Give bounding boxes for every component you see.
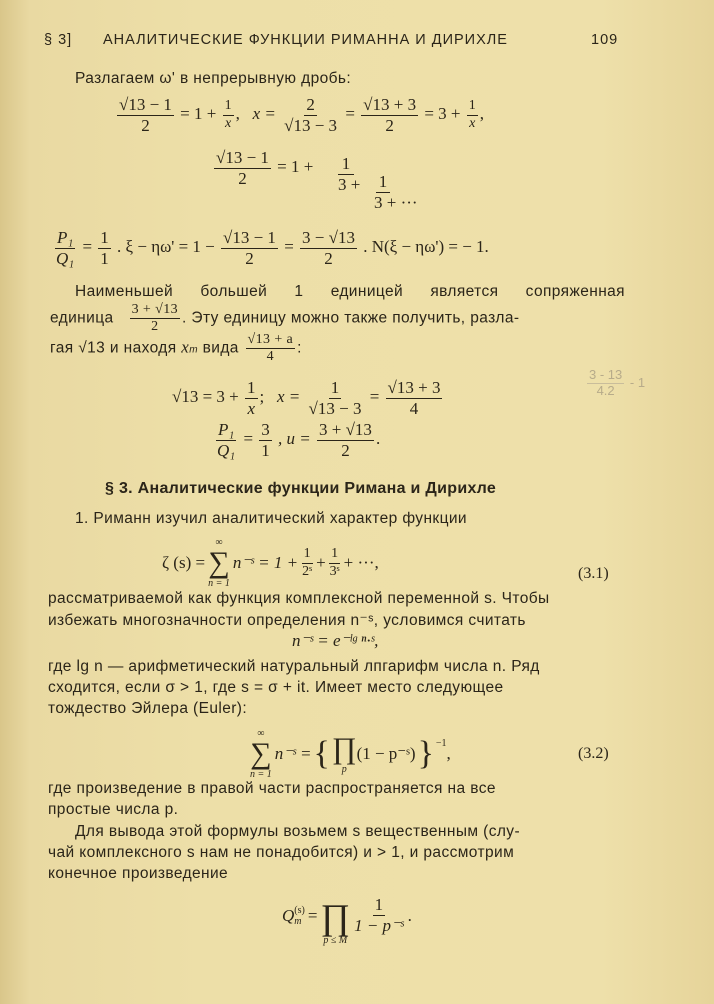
- superscript: (s): [294, 904, 305, 916]
- fraction-numerator: √13 + 3: [363, 95, 417, 114]
- equation-norm: [52, 228, 489, 268]
- fraction-numerator: P₁: [56, 228, 74, 247]
- fraction-numerator: 1: [247, 378, 256, 397]
- eq-text: . N(ξ − ηω') = − 1.: [363, 236, 489, 256]
- fraction-numerator: 1: [330, 378, 340, 397]
- text: гая √13 и находя: [50, 339, 177, 357]
- word: 1: [294, 283, 304, 300]
- right-brace-icon: }: [417, 735, 434, 772]
- sum-lower: n = 1: [208, 578, 230, 589]
- eq-text: ζ (s) =: [162, 553, 206, 572]
- fraction-numerator: 2: [306, 95, 315, 114]
- fraction-denominator: 2: [151, 319, 159, 335]
- paragraph-line: где произведение в правой части распространяется на все: [48, 780, 496, 797]
- fraction-denominator: 4.2: [596, 382, 615, 398]
- sum-operator: [208, 537, 230, 589]
- fraction-denominator: 3ˢ: [329, 563, 340, 579]
- product-lower: p: [341, 763, 347, 775]
- eq-text: = 1 +: [277, 156, 314, 176]
- eq-text: =: [284, 236, 294, 256]
- eq-text: +: [316, 553, 326, 572]
- fraction-numerator: 1: [376, 172, 390, 193]
- product-operator: [320, 899, 350, 946]
- eq-text: ,: [479, 103, 485, 123]
- fraction-numerator: 1: [223, 98, 234, 115]
- fraction-numerator: 1: [338, 154, 354, 175]
- paragraph-line: где lg n — арифметический натуральный лпгарифм числа n. Ряд: [48, 658, 540, 675]
- product-lower: p ≤ M: [323, 935, 348, 946]
- equation-number: (3.2): [578, 745, 609, 762]
- eq-text: = 3 +: [424, 103, 461, 123]
- eq-text: n⁻ˢ =: [274, 744, 312, 763]
- running-title: АНАЛИТИЧЕСКИЕ ФУНКЦИИ РИМАННА И ДИРИХЛЕ: [103, 32, 508, 48]
- fraction-denominator: 2: [245, 248, 254, 268]
- word: большей: [200, 283, 268, 300]
- eq-text: = 1 +: [180, 103, 217, 123]
- text: вида: [202, 339, 239, 357]
- fraction-denominator: x: [225, 115, 232, 131]
- equation-3-1: [162, 537, 379, 589]
- sum-lower: n = 1: [250, 769, 272, 780]
- fraction-numerator: 3 + √13: [319, 420, 372, 439]
- paragraph-line: избежать многозначности определения n⁻ˢ, условимся считать: [48, 612, 526, 629]
- paragraph-line: 1. Риманн изучил аналитический характер функции: [75, 510, 467, 527]
- product-icon: ∏: [331, 731, 357, 765]
- eq-text: =: [307, 905, 318, 925]
- fraction-denominator: 2ˢ: [302, 563, 313, 579]
- eq-text: ;: [259, 386, 265, 406]
- formula-n-s: n⁻ˢ = e⁻ˡᵍ ⁿ·ˢ,: [292, 631, 379, 650]
- fraction-denominator: x: [469, 115, 476, 131]
- word: единицей: [330, 283, 404, 300]
- eq-text: , u =: [278, 428, 311, 448]
- section-heading: § 3. Аналитические функции Римана и Дирихле: [105, 480, 497, 497]
- eq-text: =: [345, 103, 355, 123]
- equation-sqrt13: [172, 378, 444, 418]
- fraction-numerator: 1: [467, 98, 478, 115]
- math-subscript: m: [189, 344, 198, 356]
- fraction-numerator: 3 − √13: [302, 228, 355, 247]
- sum-upper: ∞: [257, 728, 265, 739]
- paragraph-line: простые числа p.: [48, 801, 179, 818]
- sigma-icon: ∑: [208, 546, 230, 579]
- word: сопряженная: [525, 283, 625, 300]
- exponent: −1: [435, 738, 447, 749]
- fraction-denominator: 2: [385, 115, 394, 135]
- fraction-denominator: 3 +: [338, 174, 361, 194]
- eq-text: .: [407, 905, 412, 925]
- left-brace-icon: {: [313, 735, 330, 772]
- text: . Эту единицу можно также получить, разла-: [182, 309, 520, 327]
- fraction-denominator: 4: [409, 398, 419, 418]
- continued-fraction-tail: [338, 154, 418, 212]
- equation-3-2: [250, 728, 451, 780]
- equation-finite-product: [282, 885, 412, 946]
- equation-continued-fraction-1: $\frac{√13 - 1}{2}$ = 1 + $\frac{1}{x}$ , x = $\frac{2}{√13 - 3}$ = $\frac{√13 + 3}{2}$ = 3 + $\frac{1}{x}$ ,: [119, 95, 485, 135]
- equation-continued-fraction-2: [212, 148, 313, 188]
- eq-text: n⁻ˢ = 1 +: [232, 553, 299, 572]
- eq-text: + ···,: [343, 553, 379, 572]
- fraction-denominator: 4: [266, 349, 275, 365]
- fraction-denominator: 1 − p⁻ˢ: [354, 916, 404, 935]
- fraction-denominator: √13 − 3: [284, 115, 338, 135]
- fraction-denominator: √13 − 3: [308, 398, 362, 418]
- fraction-numerator: 3: [261, 420, 270, 439]
- fraction-numerator: 3 - 13: [589, 367, 623, 382]
- fraction-numerator: √13 − 1: [223, 228, 276, 247]
- fraction-numerator: √13 − 1: [216, 148, 269, 167]
- sum-operator: [250, 728, 272, 780]
- fraction-denominator: x: [247, 398, 256, 418]
- paragraph-line: Для вывода этой формулы возьмем s вещественным (слу-: [75, 823, 521, 840]
- fraction-numerator: √13 + a: [246, 332, 296, 349]
- word: Наименьшей: [75, 283, 174, 300]
- header-section: § 3]: [44, 32, 73, 48]
- eq-text: √13 = 3 +: [172, 386, 239, 406]
- eq-text: (1 − p⁻ˢ): [356, 744, 416, 763]
- eq-text: ,: [446, 744, 451, 763]
- paragraph-line: тождество Эйлера (Euler):: [48, 700, 248, 717]
- paragraph-line: чай комплексного s нам не понадобится) и > 1, и рассмотрим: [48, 844, 515, 861]
- page-number: 109: [591, 32, 619, 48]
- fraction-numerator: 1: [302, 546, 313, 563]
- product-icon: ∏: [320, 897, 351, 937]
- equation-unit: [213, 420, 380, 460]
- word: является: [430, 283, 499, 300]
- fraction-denominator: Q₁: [56, 248, 75, 268]
- text: единица: [50, 309, 114, 327]
- eq-text: . ξ − ηω' = 1 −: [117, 236, 215, 256]
- fraction-denominator: 2: [141, 115, 150, 135]
- eq-text: .: [375, 428, 381, 448]
- text: - 1: [629, 374, 646, 390]
- eq-text: =: [243, 428, 254, 448]
- eq-text: x =: [277, 386, 301, 406]
- paragraph-line: [50, 302, 519, 335]
- fraction-numerator: √13 − 1: [119, 95, 172, 114]
- intro-text: Разлагаем ω' в непрерывную дробь:: [75, 70, 352, 87]
- paragraph-line: рассматриваемой как функция комплексной переменной s. Чтобы: [48, 590, 550, 607]
- eq-text: =: [369, 386, 380, 406]
- sum-upper: ∞: [215, 537, 223, 548]
- text: :: [297, 339, 302, 357]
- subscript: m: [294, 915, 302, 927]
- fraction-numerator: 1: [329, 546, 340, 563]
- fraction-numerator: 1: [100, 228, 109, 247]
- sigma-icon: ∑: [250, 737, 272, 770]
- q-indices: [294, 905, 305, 927]
- fraction-numerator: √13 + 3: [387, 378, 441, 397]
- fraction-denominator: 2: [238, 168, 247, 188]
- paragraph-line: конечное произведение: [48, 865, 229, 882]
- fraction-denominator: 3 + ···: [374, 192, 418, 212]
- eq-text: x =: [252, 103, 276, 123]
- pencil-annotation: [585, 368, 645, 399]
- fraction-numerator: P₁: [217, 420, 235, 439]
- fraction-denominator: Q₁: [217, 440, 236, 460]
- product-operator: [331, 731, 357, 775]
- fraction-numerator: 1: [374, 895, 384, 915]
- fraction-denominator: 1: [261, 440, 270, 460]
- fraction-denominator: 2: [324, 248, 333, 268]
- math-var: x: [181, 337, 190, 357]
- paragraph-line: [75, 283, 625, 301]
- paragraph-line: [50, 332, 302, 365]
- paragraph-line: сходится, если σ > 1, где s = σ + it. Имеет место следующее: [48, 679, 504, 696]
- eq-text: Q: [282, 905, 295, 925]
- equation-number: (3.1): [578, 565, 609, 582]
- fraction-denominator: 1: [100, 248, 109, 268]
- fraction-denominator: 2: [341, 440, 350, 460]
- eq-text: =: [82, 236, 93, 256]
- fraction-numerator: 3 + √13: [130, 302, 180, 319]
